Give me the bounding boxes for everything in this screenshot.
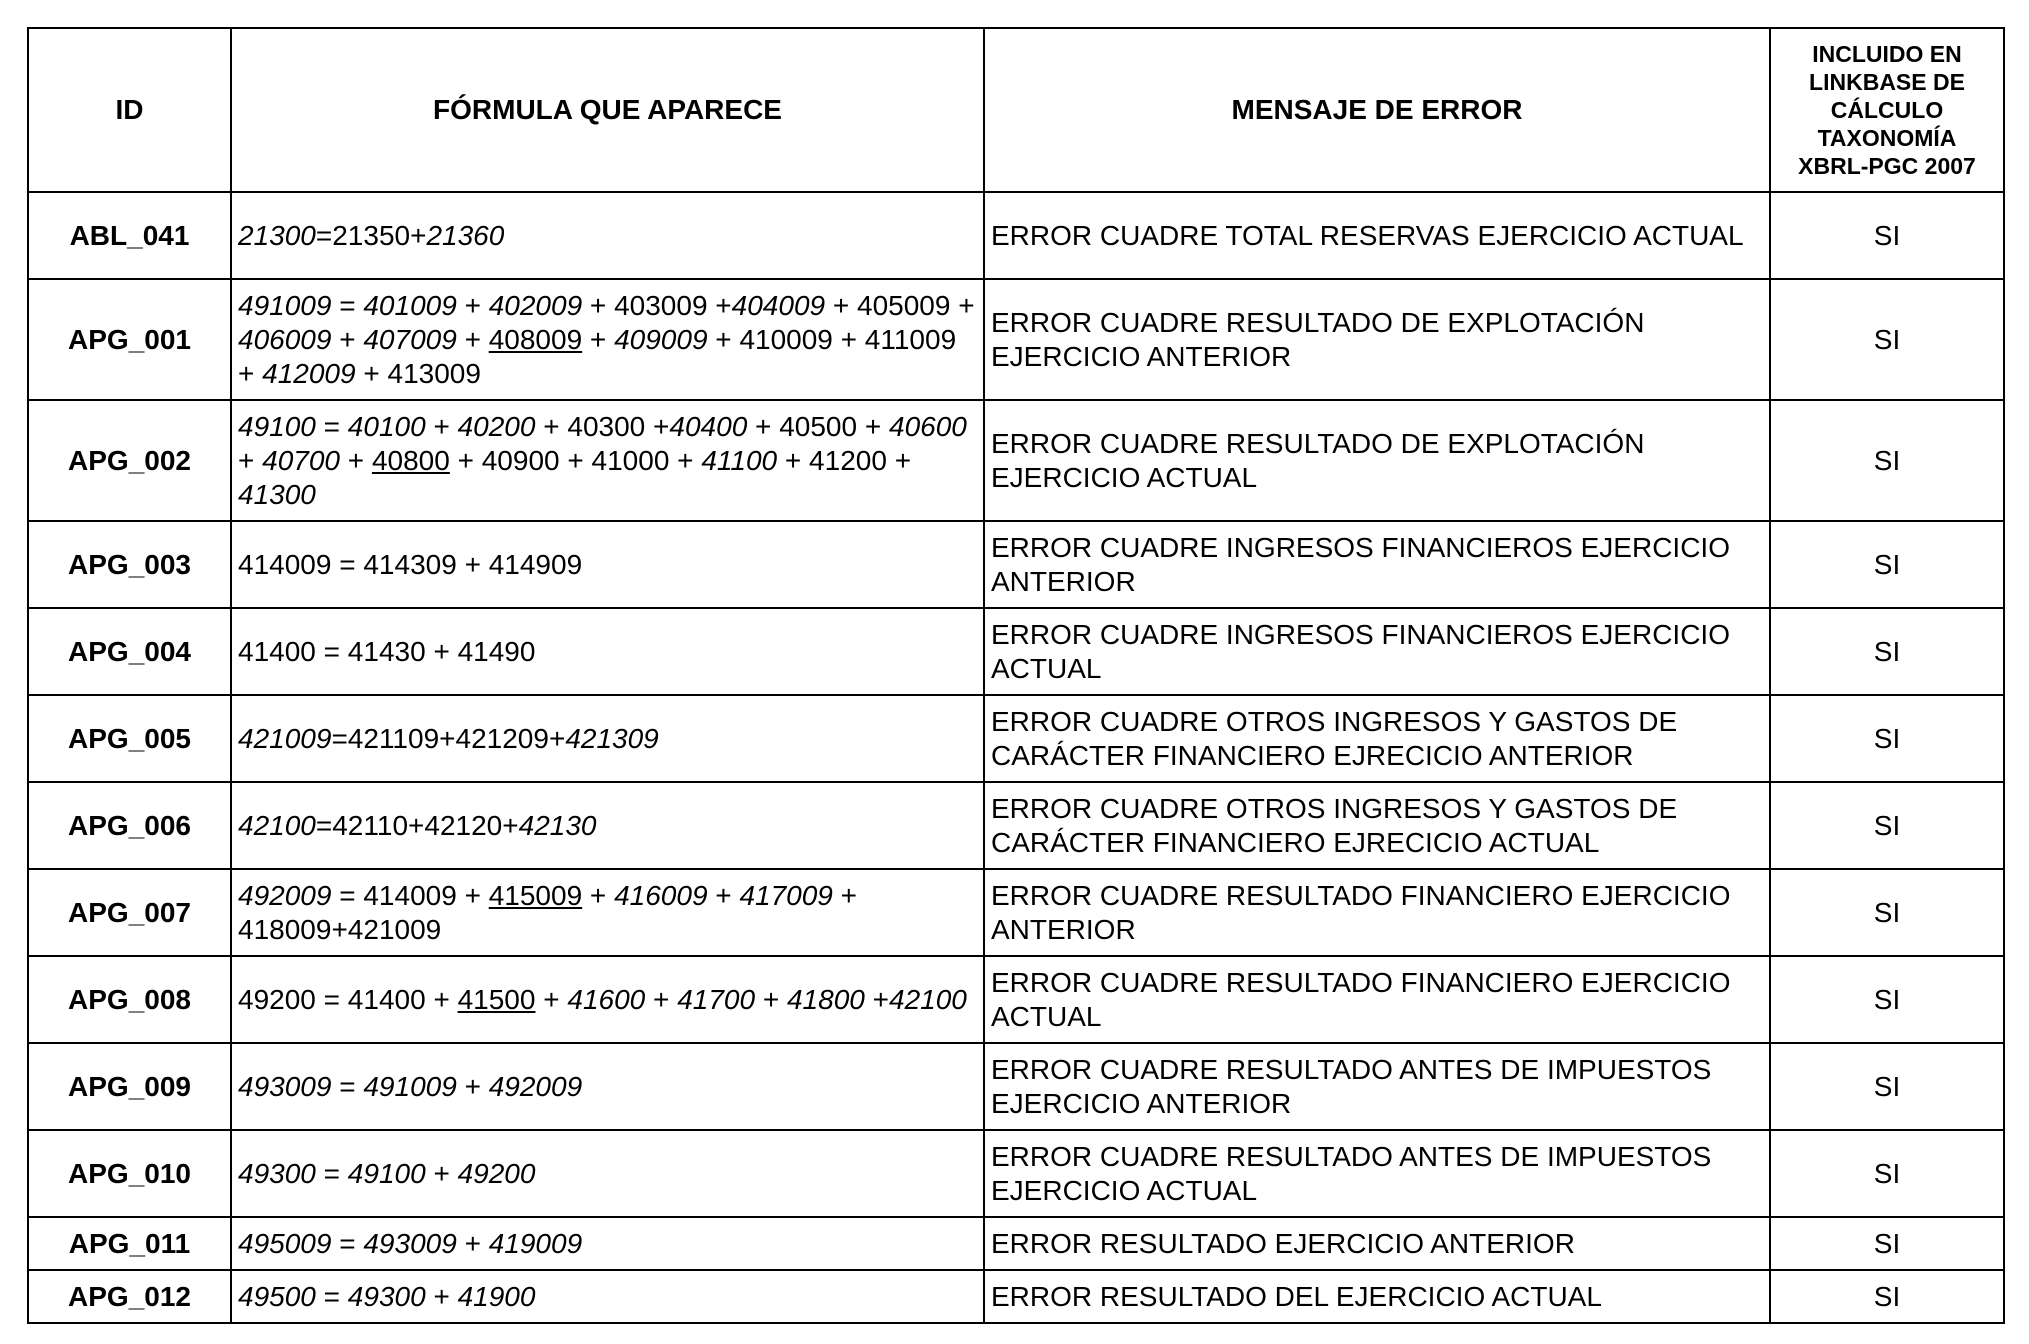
- header-included: INCLUIDO EN LINKBASE DE CÁLCULO TAXONOMÍA XBRL-PGC 2007: [1770, 28, 2004, 192]
- row-id: APG_002: [28, 400, 231, 521]
- row-formula: 495009 = 493009 + 419009: [231, 1217, 984, 1270]
- table-row: [28, 400, 2004, 521]
- table-row: [28, 1043, 2004, 1130]
- row-message: ERROR CUADRE RESULTADO DE EXPLOTACIÓN EJERCICIO ACTUAL: [984, 400, 1770, 521]
- row-id: ABL_041: [28, 192, 231, 279]
- formula-term: 410009: [739, 323, 833, 355]
- formula-term: 414009: [238, 548, 332, 580]
- formula-term: 41430: [347, 635, 426, 667]
- row-formula: 414009 = 414309 + 414909: [231, 521, 984, 608]
- row-formula: 49500 = 49300 + 41900: [231, 1270, 984, 1323]
- row-id: APG_007: [28, 869, 231, 956]
- row-message: ERROR RESULTADO EJERCICIO ANTERIOR: [984, 1217, 1770, 1270]
- row-included: SI: [1770, 279, 2004, 400]
- formula-term: 492009: [238, 879, 332, 911]
- formula-term: 49500: [238, 1280, 316, 1312]
- row-included: SI: [1770, 782, 2004, 869]
- formula-term: 40300: [567, 410, 646, 442]
- formula-term: 408009: [488, 323, 583, 355]
- row-included: SI: [1770, 695, 2004, 782]
- formula-term: 493009: [238, 1070, 332, 1102]
- formula-term: 41700: [677, 983, 756, 1015]
- table-row: [28, 782, 2004, 869]
- row-message: ERROR CUADRE RESULTADO ANTES DE IMPUESTOS EJERCICIO ACTUAL: [984, 1130, 1770, 1217]
- formula-term: 41900: [457, 1280, 536, 1312]
- formula-term: 414909: [488, 548, 583, 580]
- table-row: [28, 608, 2004, 695]
- formula-term: 421109: [347, 722, 440, 754]
- header-message: MENSAJE DE ERROR: [984, 28, 1770, 192]
- formula-term: 406009: [238, 323, 332, 355]
- row-formula: 49200 = 41400 + 41500 + 41600 + 41700 + 41800 +42100: [231, 956, 984, 1043]
- row-included: SI: [1770, 521, 2004, 608]
- formula-term: 421009: [238, 722, 332, 754]
- header-formula: FÓRMULA QUE APARECE: [231, 28, 984, 192]
- header-id: ID: [28, 28, 231, 192]
- row-message: ERROR CUADRE RESULTADO ANTES DE IMPUESTOS EJERCICIO ANTERIOR: [984, 1043, 1770, 1130]
- row-id: APG_001: [28, 279, 231, 400]
- row-message: ERROR CUADRE RESULTADO FINANCIERO EJERCICIO ACTUAL: [984, 956, 1770, 1043]
- formula-term: 42110: [332, 809, 409, 841]
- formula-term: 40200: [457, 410, 536, 442]
- formula-term: 404009: [731, 289, 826, 321]
- formula-term: 49100: [238, 410, 316, 442]
- table-row: [28, 1130, 2004, 1217]
- table-row: [28, 1270, 2004, 1323]
- row-message: ERROR CUADRE RESULTADO DE EXPLOTACIÓN EJERCICIO ANTERIOR: [984, 279, 1770, 400]
- formula-term: 418009: [238, 913, 332, 945]
- formula-term: 402009: [488, 289, 583, 321]
- row-included: SI: [1770, 1217, 2004, 1270]
- formula-term: 40700: [262, 444, 341, 476]
- row-included: SI: [1770, 1043, 2004, 1130]
- formula-term: 41800: [786, 983, 865, 1015]
- formula-term: 491009: [238, 289, 332, 321]
- formula-term: 42100: [238, 809, 316, 841]
- row-included: SI: [1770, 608, 2004, 695]
- row-formula: 49300 = 49100 + 49200: [231, 1130, 984, 1217]
- formula-term: 49300: [238, 1157, 316, 1189]
- formula-term: 416009: [614, 879, 708, 911]
- formula-term: 42130: [518, 809, 597, 841]
- formula-term: 419009: [488, 1227, 583, 1259]
- formula-term: 493009: [363, 1227, 457, 1259]
- table-row: [28, 869, 2004, 956]
- row-id: APG_012: [28, 1270, 231, 1323]
- row-id: APG_003: [28, 521, 231, 608]
- formula-term: 42120: [424, 809, 503, 841]
- row-id: APG_008: [28, 956, 231, 1043]
- table-row: [28, 695, 2004, 782]
- row-message: ERROR CUADRE INGRESOS FINANCIEROS EJERCICIO ANTERIOR: [984, 521, 1770, 608]
- row-message: ERROR RESULTADO DEL EJERCICIO ACTUAL: [984, 1270, 1770, 1323]
- table-row: [28, 279, 2004, 400]
- formula-term: 412009: [262, 357, 356, 389]
- formula-term: 401009: [363, 289, 457, 321]
- row-included: SI: [1770, 869, 2004, 956]
- formula-term: 405009: [857, 289, 951, 321]
- row-formula: 492009 = 414009 + 415009 + 416009 + 417009 + 418009+421009: [231, 869, 984, 956]
- formula-term: 21350: [332, 219, 411, 251]
- row-included: SI: [1770, 1130, 2004, 1217]
- formula-term: 40600: [889, 410, 967, 442]
- row-id: APG_010: [28, 1130, 231, 1217]
- formula-term: 417009: [739, 879, 833, 911]
- formula-term: 421209: [455, 722, 549, 754]
- formula-term: 415009: [488, 879, 583, 911]
- formula-term: 49300: [347, 1280, 426, 1312]
- row-message: ERROR CUADRE OTROS INGRESOS Y GASTOS DE CARÁCTER FINANCIERO EJRECICIO ACTUAL: [984, 782, 1770, 869]
- formula-term: 49200: [238, 983, 316, 1015]
- row-message: ERROR CUADRE INGRESOS FINANCIEROS EJERCICIO ACTUAL: [984, 608, 1770, 695]
- formula-term: 41600: [567, 983, 646, 1015]
- formula-term: 49200: [457, 1157, 536, 1189]
- row-id: APG_004: [28, 608, 231, 695]
- formula-term: 491009: [363, 1070, 457, 1102]
- row-formula: 491009 = 401009 + 402009 + 403009 +404009 + 405009 + 406009 + 407009 + 408009 + 409009 + 410009 + 411009 + 412009 + 413009: [231, 279, 984, 400]
- formula-term: 41400: [238, 635, 316, 667]
- formula-term: 41300: [238, 478, 316, 510]
- error-table: [27, 27, 2005, 1324]
- formula-term: 421009: [347, 913, 442, 945]
- formula-term: 41000: [591, 444, 670, 476]
- formula-term: 409009: [614, 323, 708, 355]
- formula-term: 411009: [864, 323, 957, 355]
- row-id: APG_009: [28, 1043, 231, 1130]
- table-row: [28, 956, 2004, 1043]
- formula-term: 414309: [363, 548, 457, 580]
- formula-term: 21300: [238, 219, 316, 251]
- formula-term: 495009: [238, 1227, 332, 1259]
- row-id: APG_006: [28, 782, 231, 869]
- formula-term: 40400: [669, 410, 748, 442]
- row-message: ERROR CUADRE OTROS INGRESOS Y GASTOS DE CARÁCTER FINANCIERO EJRECICIO ANTERIOR: [984, 695, 1770, 782]
- table-row: [28, 1217, 2004, 1270]
- formula-term: 41500: [457, 983, 536, 1015]
- row-id: APG_011: [28, 1217, 231, 1270]
- row-message: ERROR CUADRE RESULTADO FINANCIERO EJERCICIO ANTERIOR: [984, 869, 1770, 956]
- formula-term: 41200: [809, 444, 887, 476]
- formula-term: 40900: [481, 444, 560, 476]
- formula-term: 421309: [565, 722, 659, 754]
- formula-term: 403009: [614, 289, 708, 321]
- row-included: SI: [1770, 400, 2004, 521]
- row-formula: 41400 = 41430 + 41490: [231, 608, 984, 695]
- table-row: [28, 521, 2004, 608]
- header-row: [28, 28, 2004, 192]
- row-included: SI: [1770, 956, 2004, 1043]
- table-row: [28, 192, 2004, 279]
- row-included: SI: [1770, 192, 2004, 279]
- formula-term: 414009: [363, 879, 457, 911]
- row-message: ERROR CUADRE TOTAL RESERVAS EJERCICIO ACTUAL: [984, 192, 1770, 279]
- formula-term: 492009: [488, 1070, 583, 1102]
- row-id: APG_005: [28, 695, 231, 782]
- row-formula: 21300=21350+21360: [231, 192, 984, 279]
- formula-term: 21360: [426, 219, 505, 251]
- formula-term: 407009: [363, 323, 457, 355]
- formula-term: 42100: [889, 983, 967, 1015]
- row-formula: 49100 = 40100 + 40200 + 40300 +40400 + 40500 + 40600 + 40700 + 40800 + 40900 + 41000 + 41100 + 41200 + 41300: [231, 400, 984, 521]
- formula-term: 40500: [779, 410, 858, 442]
- row-included: SI: [1770, 1270, 2004, 1323]
- formula-term: 49100: [347, 1157, 426, 1189]
- formula-term: 40800: [371, 444, 450, 476]
- formula-term: 40100: [347, 410, 426, 442]
- row-formula: 421009=421109+421209+421309: [231, 695, 984, 782]
- formula-term: 41100: [701, 444, 778, 476]
- row-formula: 493009 = 491009 + 492009: [231, 1043, 984, 1130]
- formula-term: 413009: [387, 357, 481, 389]
- formula-term: 41490: [457, 635, 536, 667]
- formula-term: 41400: [347, 983, 426, 1015]
- row-formula: 42100=42110+42120+42130: [231, 782, 984, 869]
